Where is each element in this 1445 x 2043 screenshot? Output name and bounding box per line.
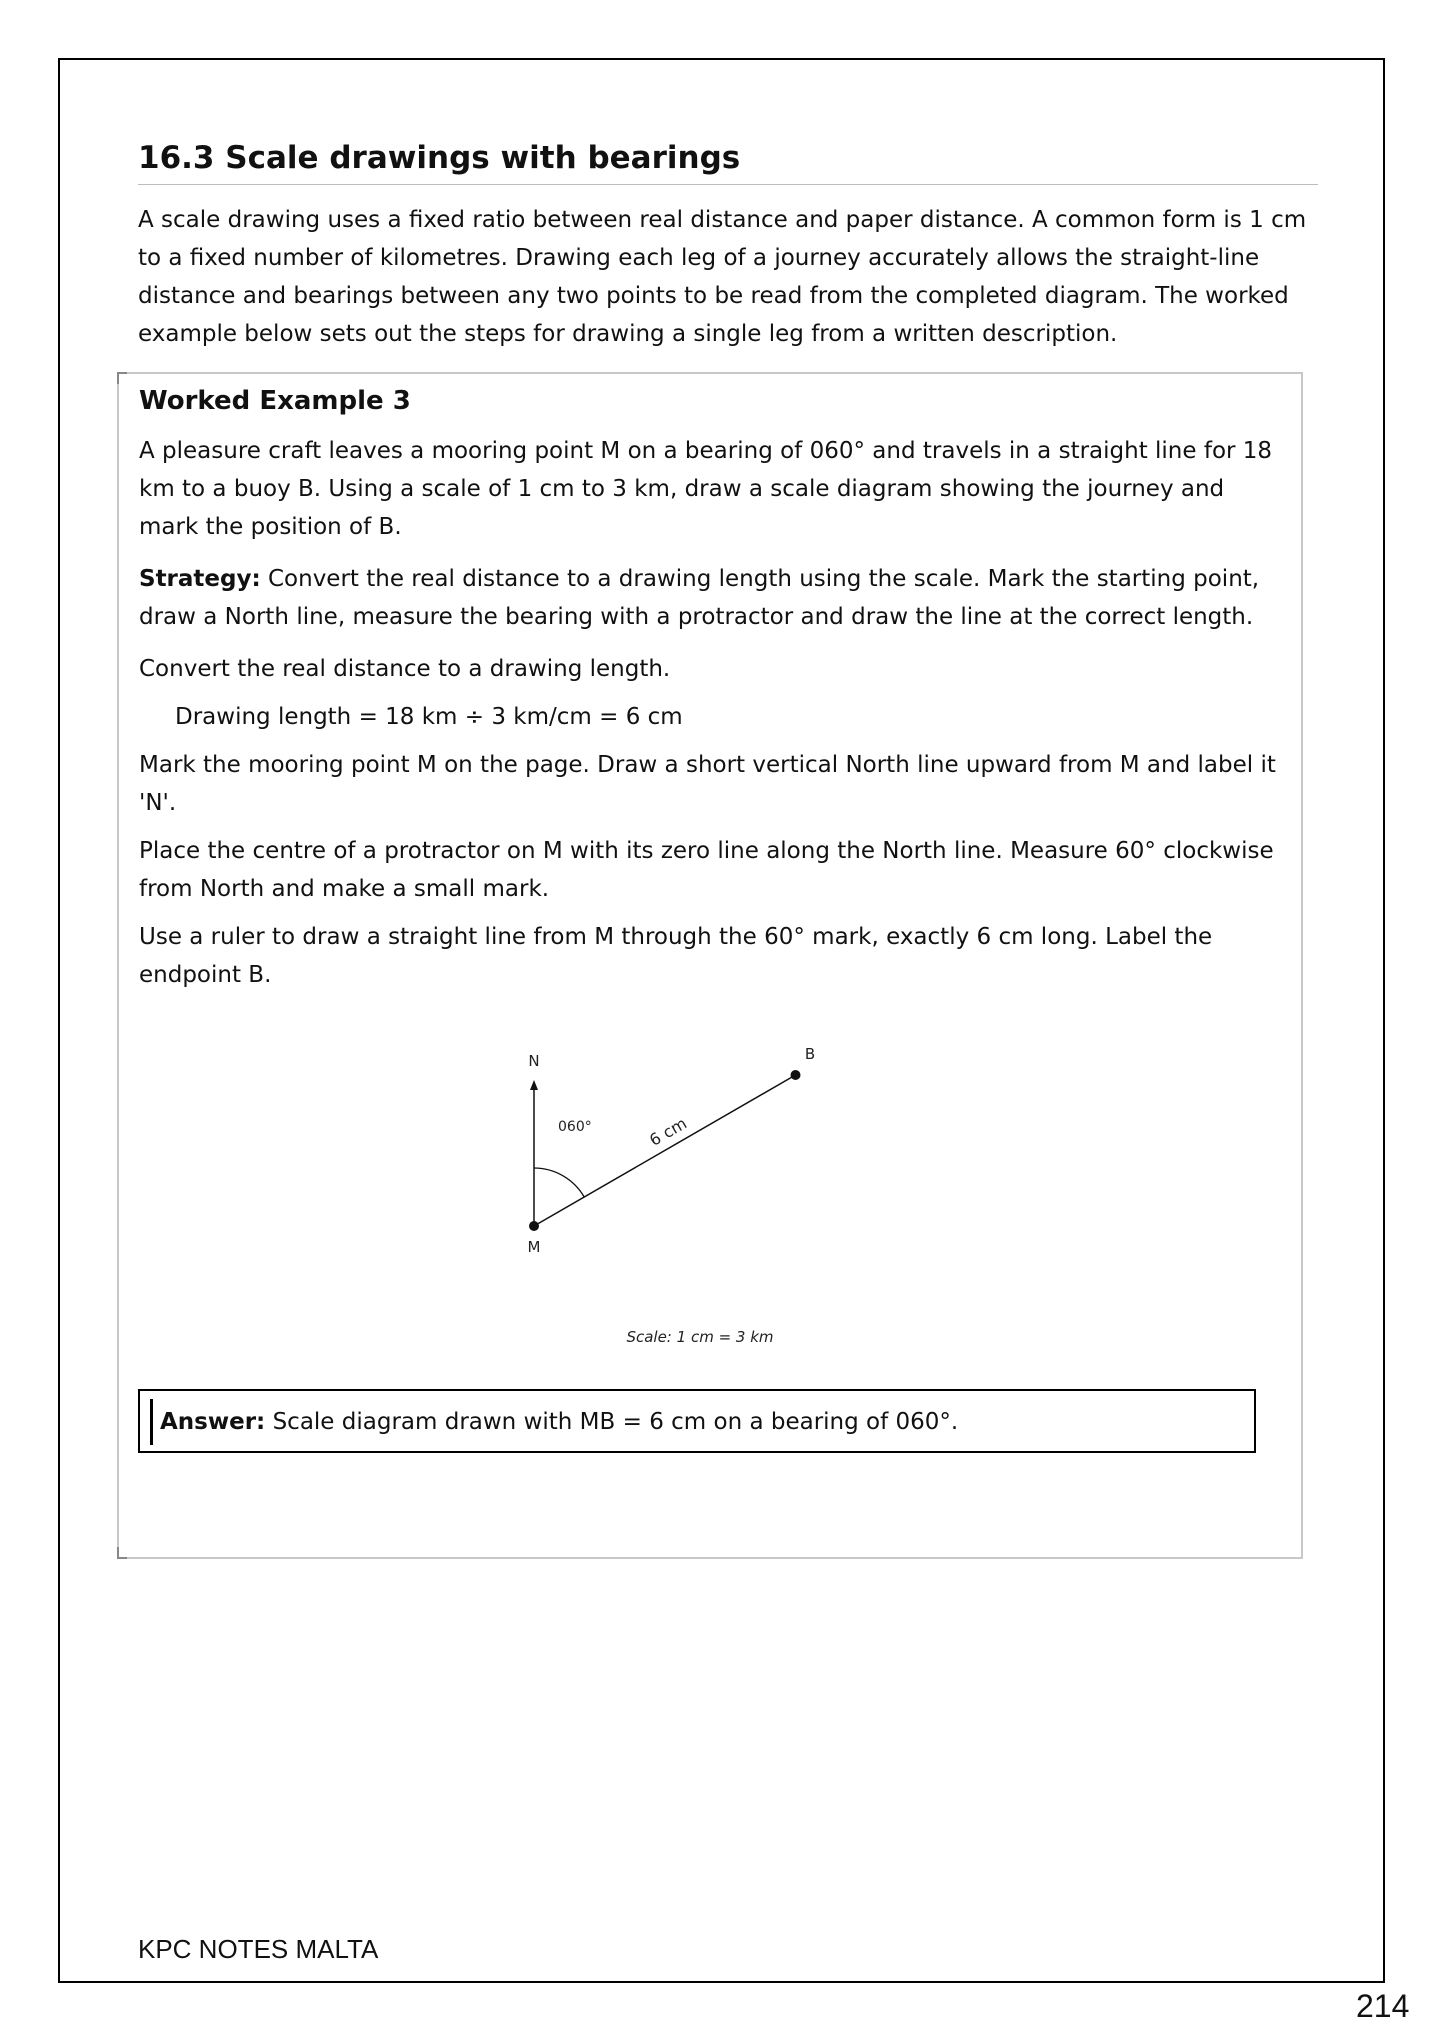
point-m-label: M (527, 1238, 541, 1256)
footer-publisher: KPC NOTES MALTA (138, 1934, 379, 1964)
bearing-arc (534, 1168, 584, 1197)
point-b-label: B (804, 1045, 816, 1063)
page-number: 214 (1356, 1988, 1410, 2024)
worked-example-title: Worked Example 3 (139, 386, 411, 416)
strategy-label: Strategy: (139, 566, 261, 592)
bearing-label: 060° (558, 1119, 592, 1135)
box-corner-mark (117, 1547, 127, 1559)
answer-box (138, 1389, 1256, 1453)
box-corner-mark (117, 372, 127, 384)
step-3: Place the centre of a protractor on M with its zero line along the North line. Measure 60° clockwise from North and make a small mark. (139, 838, 1274, 902)
step-1: Convert the real distance to a drawing length. (139, 656, 671, 682)
worked-example-box (117, 372, 1303, 1559)
answer-corner-mark (138, 1389, 146, 1401)
worked-example-content (139, 382, 1289, 994)
strategy-text: Convert the real distance to a drawing length using the scale. Mark the starting point, draw a North line, measure the bearing with a protractor and draw the line at the correct length. (139, 566, 1260, 630)
bearing-diagram (500, 990, 940, 1365)
answer-body: Scale diagram drawn with MB = 6 cm on a bearing of 060°. (265, 1409, 959, 1435)
length-label: 6 cm (646, 1113, 690, 1150)
answer-label: Answer: (160, 1409, 266, 1435)
section-content (138, 140, 1318, 353)
strategy-paragraph (139, 560, 1289, 636)
answer-corner-mark (138, 1441, 146, 1453)
problem-statement: A pleasure craft leaves a mooring point M on a bearing of 060° and travels in a straight line for 18 km to a buoy B. Using a scale of 1 cm to 3 km, draw a scale diagram showing the journey and mark the position of B. (139, 438, 1273, 540)
section-title: 16.3 Scale drawings with bearings (138, 140, 1318, 185)
step-4: Use a ruler to draw a straight line from M through the 60° mark, exactly 6 cm long. Label the endpoint B. (139, 924, 1213, 988)
step-1-calculation: Drawing length = 18 km ÷ 3 km/cm = 6 cm (175, 704, 683, 730)
step-2: Mark the mooring point M on the page. Draw a short vertical North line upward from M and label it 'N'. (139, 752, 1276, 816)
north-arrowhead (530, 1080, 538, 1090)
point-b (791, 1070, 801, 1080)
point-m (529, 1221, 539, 1231)
north-label: N (528, 1052, 540, 1070)
answer-text (160, 1403, 958, 1441)
intro-paragraph: A scale drawing uses a fixed ratio between real distance and paper distance. A common form is 1 cm to a fixed number of kilometres. Drawing each leg of a journey accurately allows the straight-line distance and bearings between any two points to be read from the completed diagram. The worked example below sets out the steps for drawing a single leg from a written description. (138, 207, 1307, 347)
scale-caption: Scale: 1 cm = 3 km (626, 1328, 774, 1346)
answer-cursor-bar (150, 1399, 153, 1445)
journey-line-mb (534, 1075, 796, 1226)
